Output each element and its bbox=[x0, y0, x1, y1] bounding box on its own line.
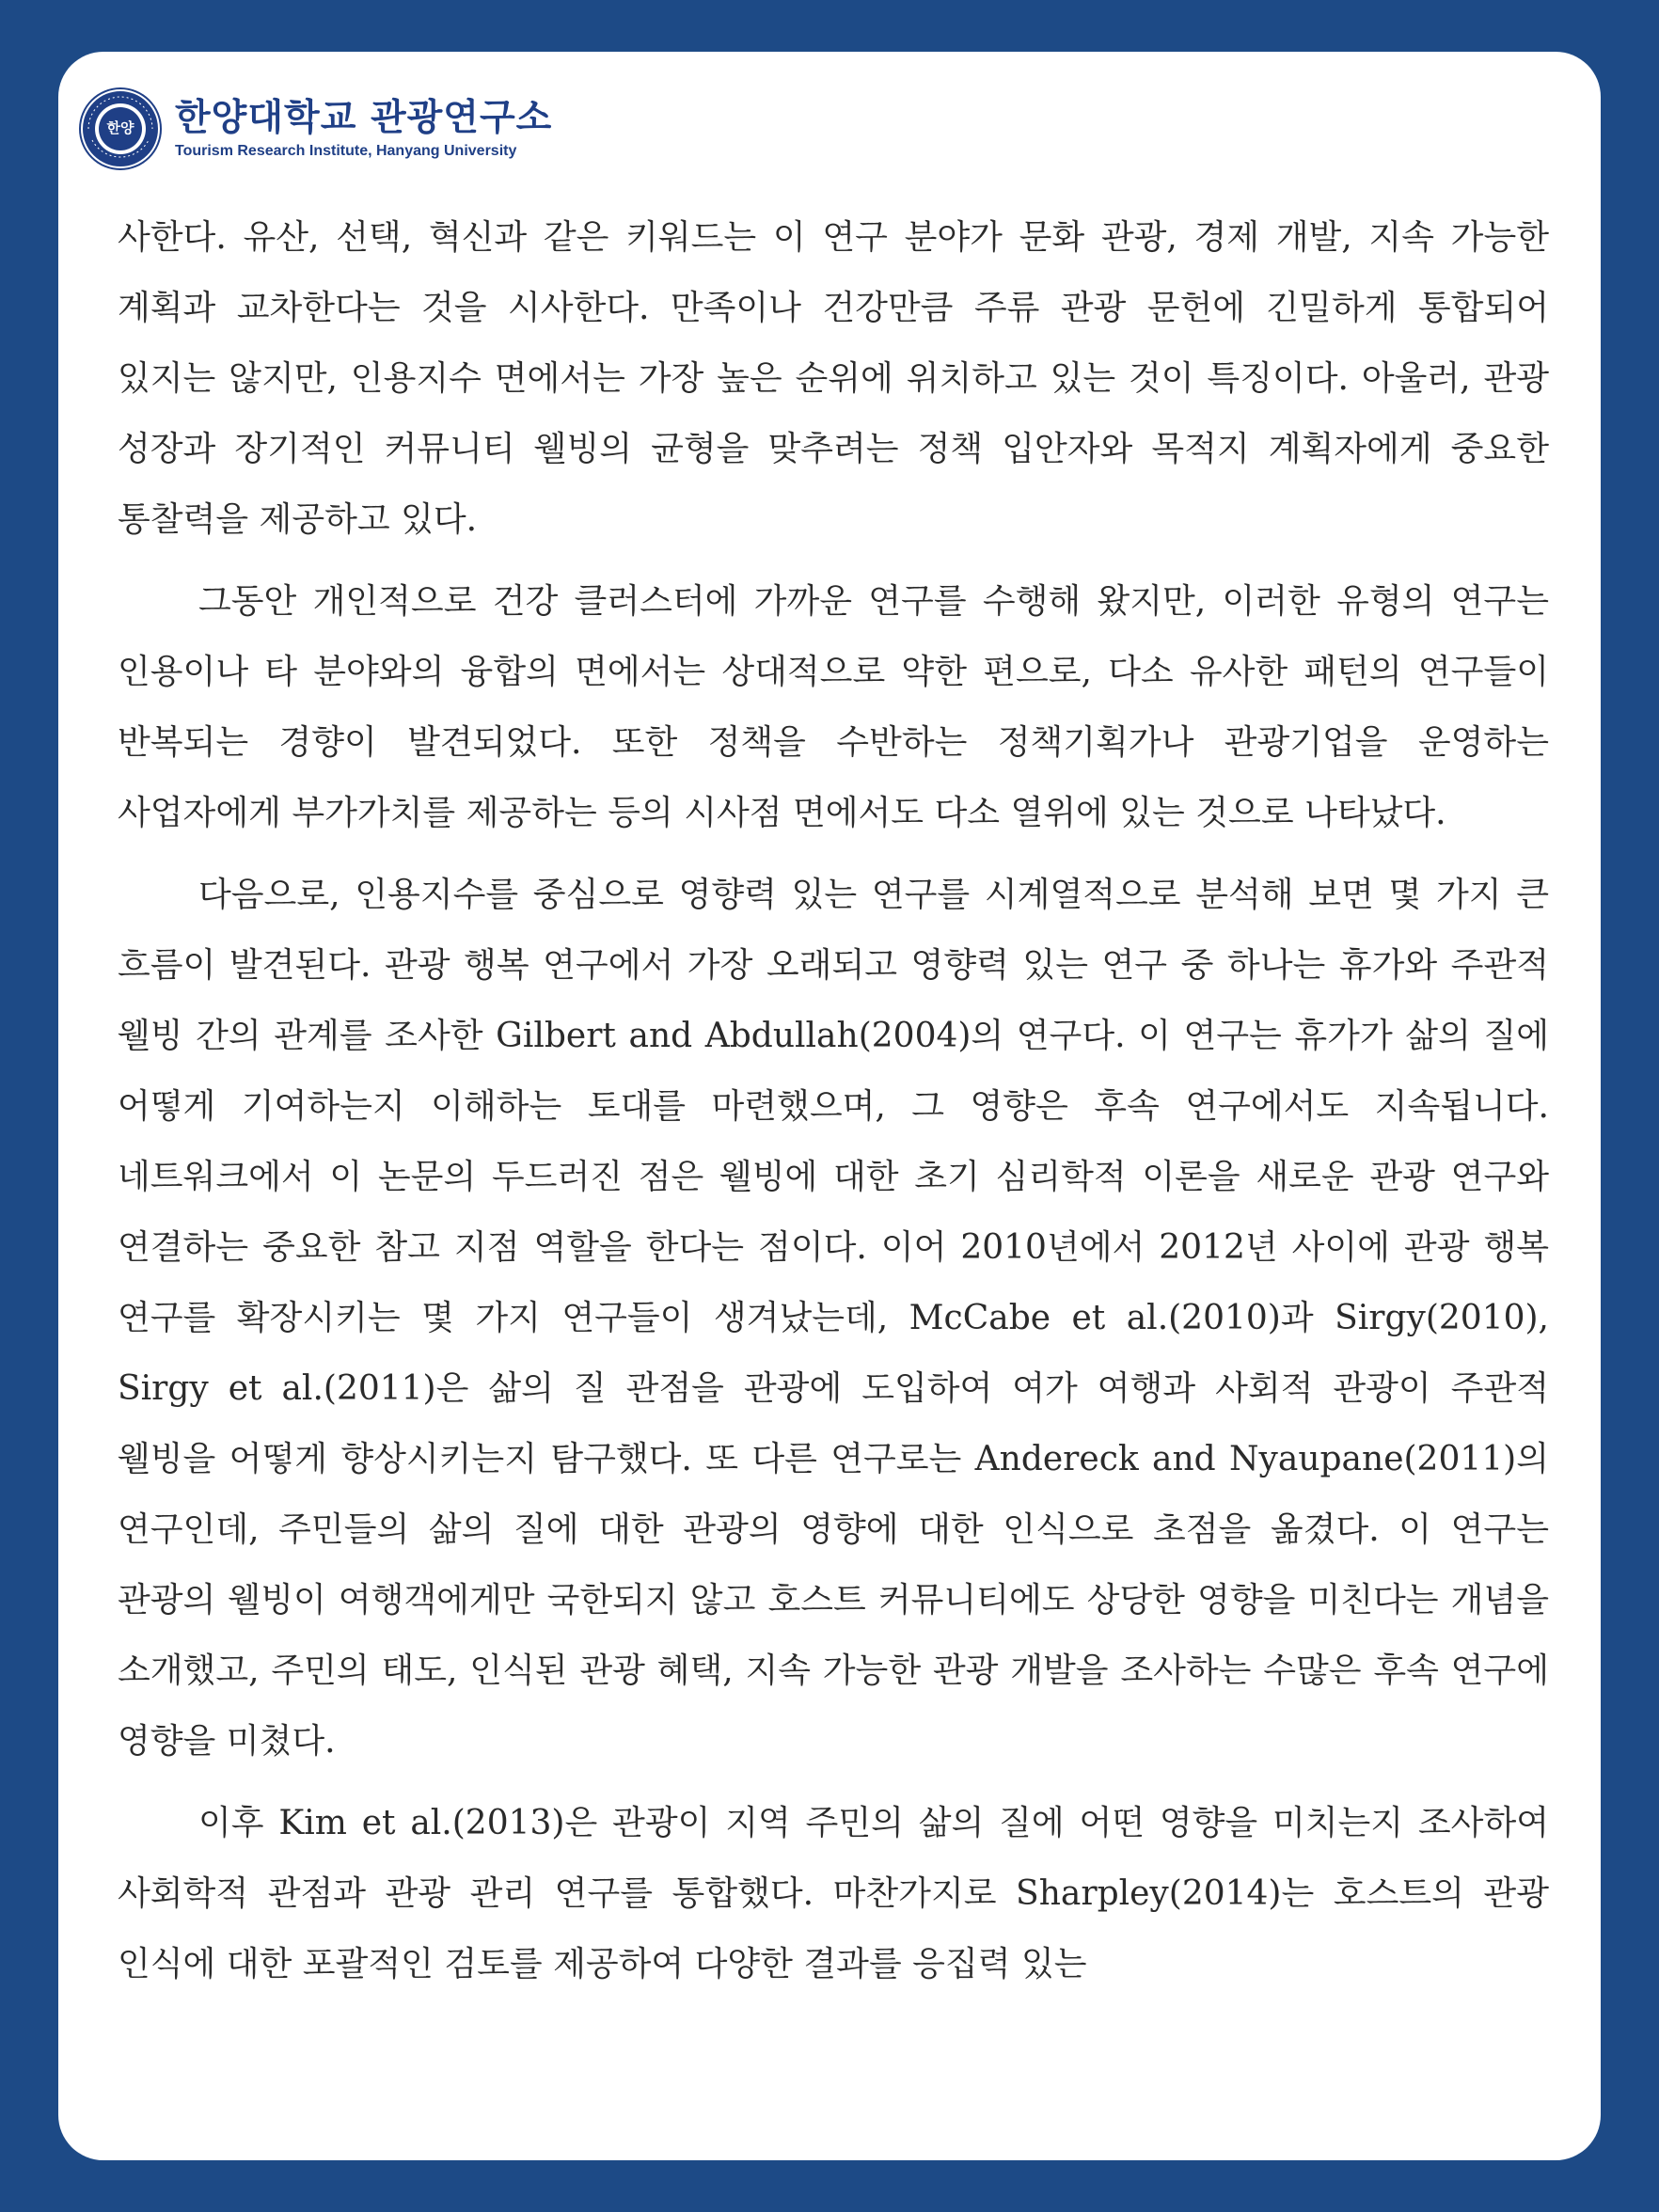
page-card bbox=[58, 52, 1601, 2160]
logo-text bbox=[175, 97, 552, 161]
paragraph-3: 다음으로, 인용지수를 중심으로 영향력 있는 연구를 시계열적으로 분석해 보면 몇 가지 큰 흐름이 발견된다. 관광 행복 연구에서 가장 오래되고 영향력 있는 연구 중 하나는 휴가와 주관적 웰빙 간의 관계를 조사한 Gilbert and Abdullah(2004)의 연구다. 이 연구는 휴가가 삶의 질에 어떻게 기여하는지 이해하는 토대를 마련했으며, 그 영향은 후속 연구에서도 지속됩니다. 네트워크에서 이 논문의 두드러진 점은 웰빙에 대한 초기 심리학적 이론을 새로운 관광 연구와 연결하는 중요한 참고 지점 역할을 한다는 점이다. 이어 2010년에서 2012년 사이에 관광 행복 연구를 확장시키는 몇 가지 연구들이 생겨났는데, McCabe et al.(2010)과 Sirgy(2010), Sirgy et al.(2011)은 삶의 질 관점을 관광에 도입하여 여가 여행과 사회적 관광이 주관적 웰빙을 어떻게 향상시키는지 탐구했다. 또 다른 연구로는 Andereck and Nyaupane(2011)의 연구인데, 주민들의 삶의 질에 대한 관광의 영향에 대한 인식으로 초점을 옮겼다. 이 연구는 관광의 웰빙이 여행객에게만 국한되지 않고 호스트 커뮤니티에도 상당한 영향을 미친다는 개념을 소개했고, 주민의 태도, 인식된 관광 혜택, 지속 가능한 관광 개발을 조사하는 수많은 후속 연구에 영향을 미쳤다. bbox=[118, 876, 1549, 1761]
paragraph-2: 그동안 개인적으로 건강 클러스터에 가까운 연구를 수행해 왔지만, 이러한 유형의 연구는 인용이나 타 분야와의 융합의 면에서는 상대적으로 약한 편으로, 다소 유사한 패턴의 연구들이 반복되는 경향이 발견되었다. 또한 정책을 수반하는 정책기획가나 관광기업을 운영하는 사업자에게 부가가치를 제공하는 등의 시사점 면에서도 다소 열위에 있는 것으로 나타났다. bbox=[118, 582, 1549, 832]
institute-subtitle: Tourism Research Institute, Hanyang University bbox=[175, 143, 517, 159]
institute-title: 한양대학교 관광연구소 bbox=[175, 97, 553, 139]
paragraph-4: 이후 Kim et al.(2013)은 관광이 지역 주민의 삶의 질에 어떤 영향을 미치는지 조사하여 사회학적 관점과 관광 관리 연구를 통합했다. 마찬가지로 Sharpley(2014)는 호스트의 관광 인식에 대한 포괄적인 검토를 제공하여 다양한 결과를 응집력 있는 bbox=[118, 1804, 1549, 1983]
seal-text: 한양 bbox=[106, 119, 134, 136]
institute-header bbox=[79, 72, 552, 185]
paragraph-1: 사한다. 유산, 선택, 혁신과 같은 키워드는 이 연구 분야가 문화 관광, 경제 개발, 지속 가능한 계획과 교차한다는 것을 시사한다. 만족이나 건강만큼 주류 관광 문헌에 긴밀하게 통합되어 있지는 않지만, 인용지수 면에서는 가장 높은 순위에 위치하고 있는 것이 특징이다. 아울러, 관광 성장과 장기적인 커뮤니티 웰빙의 균형을 맞추려는 정책 입안자와 목적지 계획자에게 중요한 통찰력을 제공하고 있다. bbox=[118, 218, 1549, 539]
body-text bbox=[118, 202, 1549, 1999]
university-seal-logo bbox=[79, 87, 162, 170]
